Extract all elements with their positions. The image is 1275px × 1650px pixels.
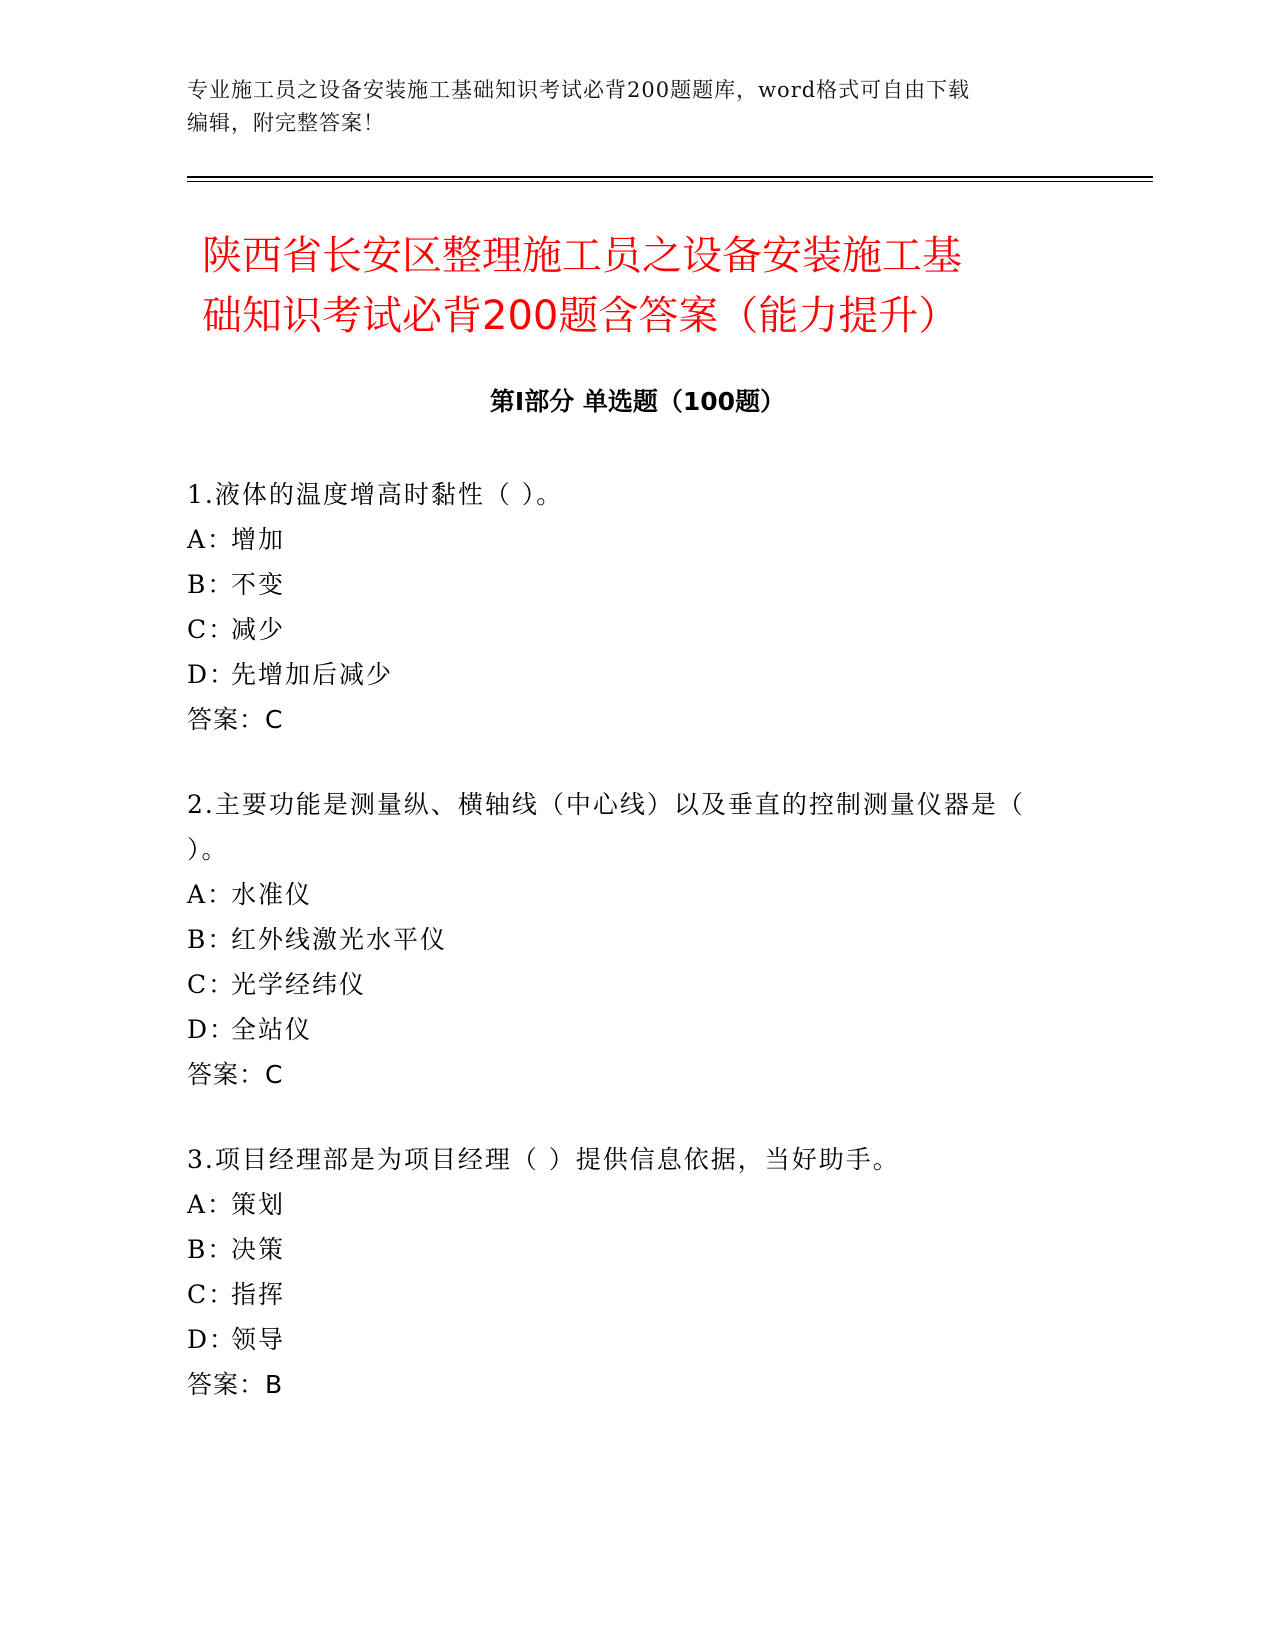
option-text: 领导 — [231, 1325, 286, 1354]
option-key: B： — [187, 570, 235, 599]
option-text: 策划 — [231, 1190, 286, 1219]
option-text: 水准仪 — [231, 880, 313, 909]
option-c — [187, 607, 1087, 652]
option-key: A： — [187, 525, 235, 554]
option-b — [187, 562, 1087, 607]
answer-line: 答案：B — [187, 1370, 284, 1399]
option-b — [187, 917, 1087, 962]
option-a — [187, 872, 1087, 917]
option-d — [187, 652, 1087, 697]
question-3 — [187, 1137, 1087, 1407]
document-title-line-2: 础知识考试必背200题含答案（能力提升） — [202, 293, 959, 339]
option-key: D： — [187, 660, 237, 689]
document-title — [202, 226, 1102, 346]
question-stem: 3.项目经理部是为项目经理（ ）提供信息依据，当好助手。 — [187, 1145, 900, 1174]
option-text: 全站仪 — [231, 1015, 313, 1044]
option-b — [187, 1227, 1087, 1272]
option-text: 先增加后减少 — [231, 660, 394, 689]
option-text: 光学经纬仪 — [231, 970, 367, 999]
option-text: 不变 — [231, 570, 286, 599]
header-note — [187, 74, 1067, 140]
header-divider-thick — [187, 176, 1153, 178]
header-note-line-2: 编辑，附完整答案！ — [187, 111, 385, 135]
header-divider-thin — [187, 181, 1153, 182]
option-c — [187, 1272, 1087, 1317]
header-note-line-1: 专业施工员之设备安装施工基础知识考试必背200题题库，word格式可自由下载 — [187, 78, 971, 102]
option-key: D： — [187, 1325, 237, 1354]
question-stem: 2.主要功能是测量纵、横轴线（中心线）以及垂直的控制测量仪器是（ ）。 — [187, 790, 1025, 864]
option-key: B： — [187, 925, 235, 954]
option-c — [187, 962, 1087, 1007]
option-a — [187, 1182, 1087, 1227]
option-text: 红外线激光水平仪 — [231, 925, 448, 954]
document-title-line-1: 陕西省长安区整理施工员之设备安装施工基 — [202, 233, 962, 279]
question-1 — [187, 472, 1087, 742]
option-key: C： — [187, 970, 236, 999]
option-a — [187, 517, 1087, 562]
option-key: C： — [187, 615, 236, 644]
section-title: 第Ⅰ部分 单选题（100题） — [489, 387, 786, 416]
option-key: B： — [187, 1235, 235, 1264]
option-text: 决策 — [231, 1235, 286, 1264]
option-key: D： — [187, 1015, 237, 1044]
option-text: 增加 — [231, 525, 286, 554]
answer-line: 答案：C — [187, 705, 284, 734]
option-key: A： — [187, 1190, 235, 1219]
question-stem: 1.液体的温度增高时黏性（ ）。 — [187, 480, 564, 509]
question-list — [187, 472, 1087, 1447]
option-key: A： — [187, 880, 235, 909]
option-key: C： — [187, 1280, 236, 1309]
option-text: 减少 — [231, 615, 286, 644]
question-2 — [187, 782, 1087, 1097]
option-d — [187, 1007, 1087, 1052]
option-text: 指挥 — [231, 1280, 286, 1309]
option-d — [187, 1317, 1087, 1362]
answer-line: 答案：C — [187, 1060, 284, 1089]
